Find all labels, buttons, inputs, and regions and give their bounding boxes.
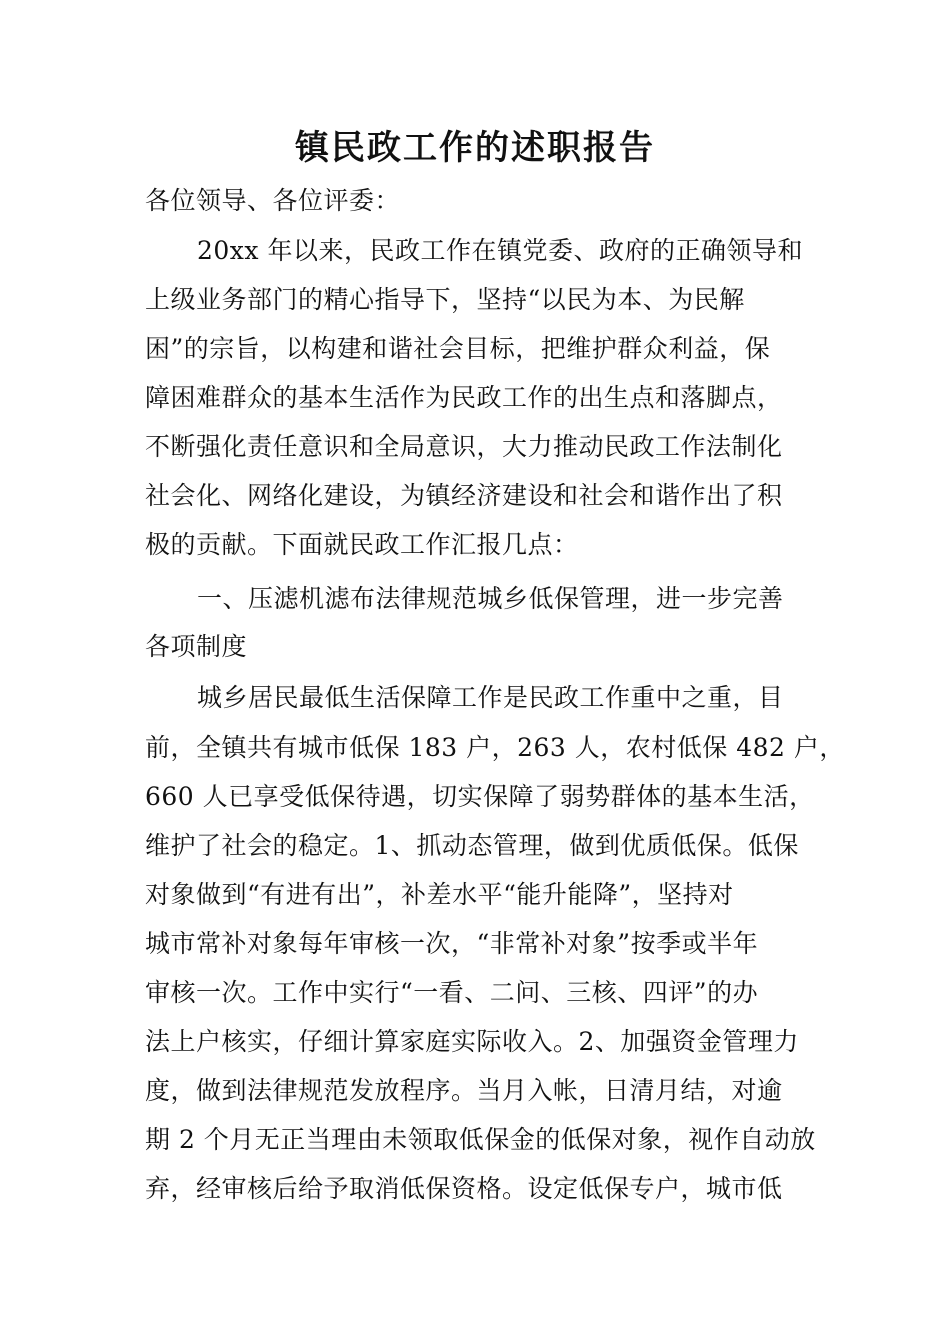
paragraph-line: 维护了社会的稳定。1、抓动态管理，做到优质低保。低保 (145, 831, 799, 860)
paragraph-line: 前，全镇共有城市低保 183 户，263 人，农村低保 482 户， (145, 733, 845, 762)
paragraph-line: 法上户核实，仔细计算家庭实际收入。2、加强资金管理力 (145, 1027, 799, 1056)
paragraph-line: 期 2 个月无正当理由未领取低保金的低保对象，视作自动放 (145, 1125, 816, 1154)
paragraph-line: 660 人已享受低保待遇，切实保障了弱势群体的基本生活， (145, 782, 815, 811)
paragraph-line: 障困难群众的基本生活作为民政工作的出生点和落脚点， (145, 383, 783, 412)
paragraph-line: 城市常补对象每年审核一次，“非常补对象”按季或半年 (145, 929, 759, 958)
paragraph-line: 不断强化责任意识和全局意识，大力推动民政工作法制化 (145, 432, 783, 461)
salutation-line: 各位领导、各位评委： (145, 186, 401, 215)
section-heading-line: 一、压滤机滤布法律规范城乡低保管理，进一步完善 (197, 584, 784, 613)
section-heading-line: 各项制度 (145, 632, 248, 661)
paragraph-line: 上级业务部门的精心指导下，坚持“以民为本、为民解 (145, 285, 745, 314)
document-title: 镇民政工作的述职报告 (295, 128, 655, 168)
paragraph-line: 度，做到法律规范发放程序。当月入帐，日清月结，对逾 (145, 1076, 783, 1105)
paragraph-line: 城乡居民最低生活保障工作是民政工作重中之重，目 (197, 683, 784, 712)
paragraph-line: 困”的宗旨，以构建和谐社会目标，把维护群众利益，保 (145, 334, 771, 363)
paragraph-line: 20xx 年以来，民政工作在镇党委、政府的正确领导和 (197, 236, 803, 265)
paragraph-line: 极的贡献。下面就民政工作汇报几点： (145, 530, 579, 559)
paragraph-line: 对象做到“有进有出”，补差水平“能升能降”，坚持对 (145, 880, 734, 909)
paragraph-line: 弃，经审核后给予取消低保资格。设定低保专户，城市低 (145, 1174, 783, 1203)
paragraph-line: 审核一次。工作中实行“一看、二问、三核、四评”的办 (145, 978, 759, 1007)
paragraph-line: 社会化、网络化建设，为镇经济建设和社会和谐作出了积 (145, 481, 783, 510)
